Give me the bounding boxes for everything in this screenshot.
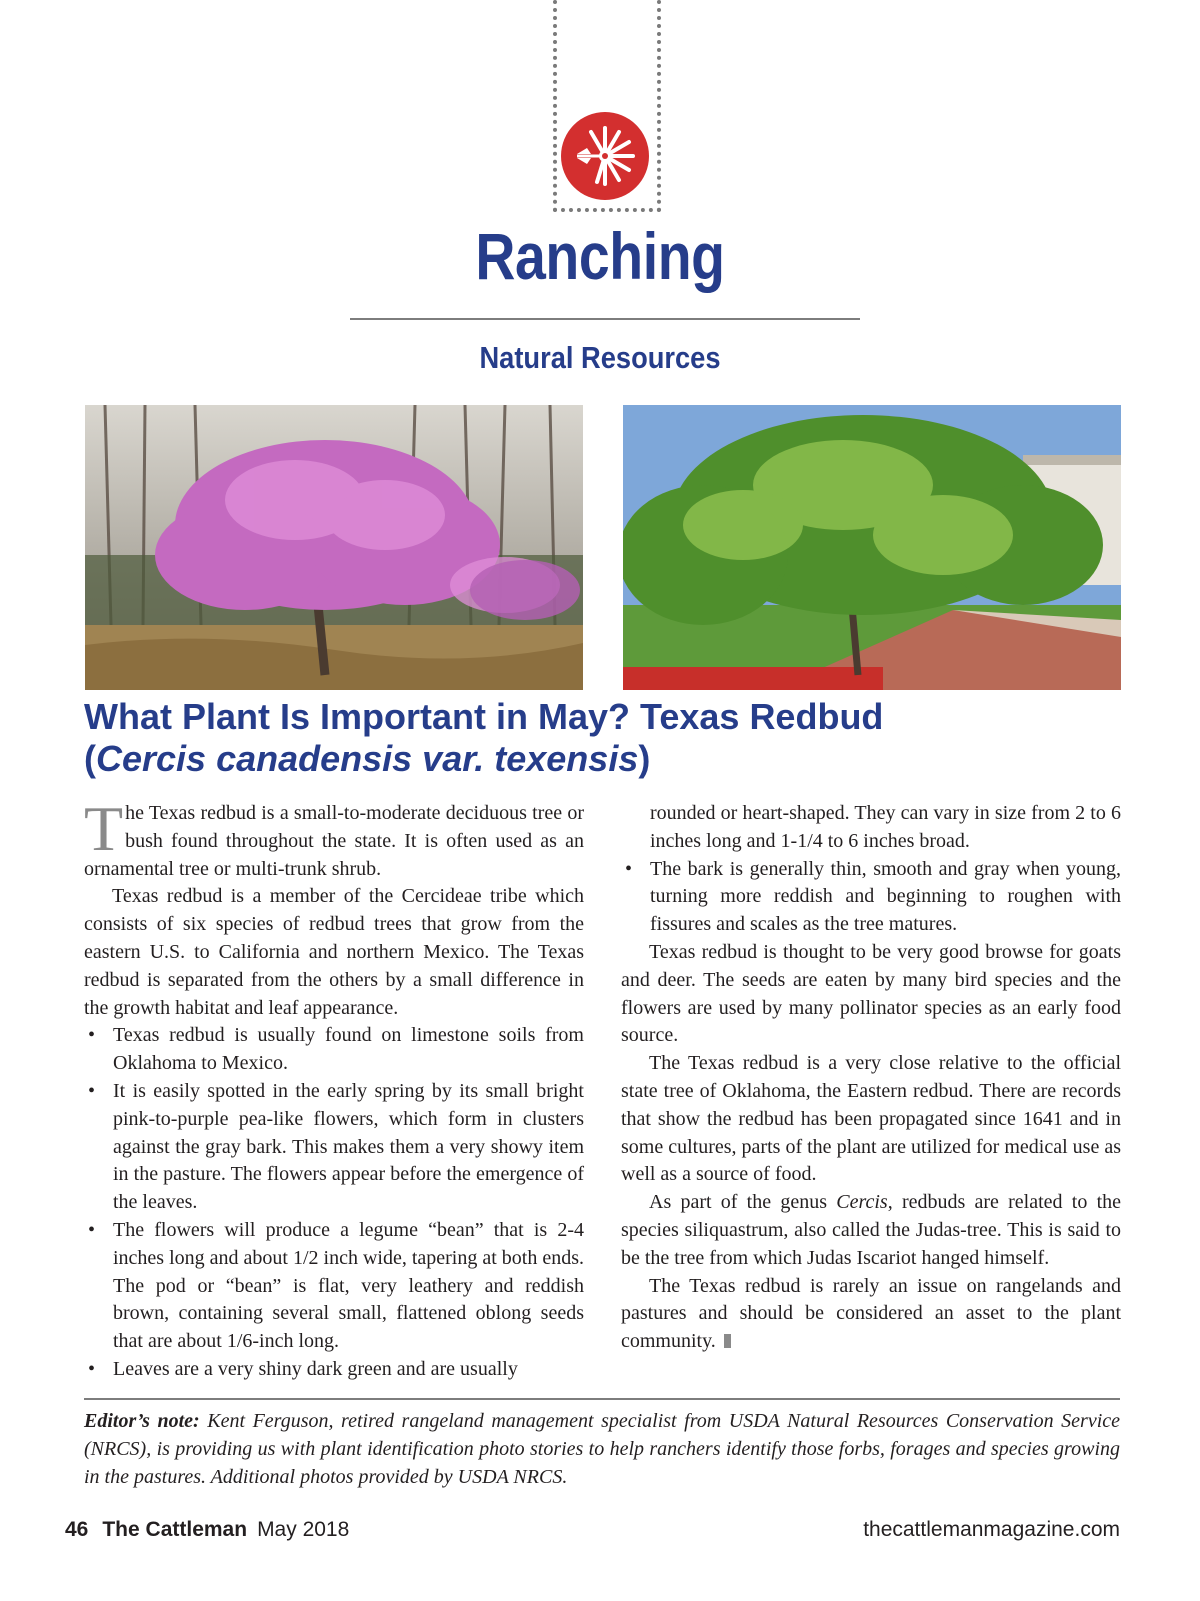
headline-line2 xyxy=(84,738,1134,780)
list-item-continuation: rounded or heart-shaped. They can vary in size from 2 to 6 inches long and 1-1/4 to 6 inches broad. xyxy=(650,802,1121,852)
paragraph-relative: The Texas redbud is a very close relative to the official state tree of Oklahoma, the Eastern redbud. There are records that show the redbud has been propagated since 1641 and in some cultures, parts of the plant are utilized for medical use as well as a source of food. xyxy=(621,1052,1121,1186)
photo-redbud-in-bloom xyxy=(85,405,583,690)
list-item: • The bark is generally thin, smooth and gray when young, turning more reddish and beginning to roughen with fissures and scales as the tree matures. xyxy=(621,856,1121,939)
genus-text-a: As part of the genus xyxy=(649,1191,837,1214)
headline-paren-open: ( xyxy=(84,738,96,779)
article-column-right xyxy=(621,800,1121,1356)
issue-date: May 2018 xyxy=(257,1518,350,1541)
paragraph-cercideae: Texas redbud is a member of the Cercideae tribe which consists of six species of redbud trees that grow from the eastern U.S. to California and northern Mexico. The Texas redbud is separated from the others by a small difference in the growth habitat and leaf appearance. xyxy=(84,885,584,1019)
windmill-icon xyxy=(561,112,649,200)
facts-list xyxy=(84,1022,584,1383)
editors-note-divider xyxy=(84,1398,1120,1400)
list-item: • Leaves are a very shiny dark green and are usually xyxy=(84,1356,584,1384)
facts-list-continued xyxy=(621,856,1121,939)
title-divider xyxy=(350,318,860,320)
list-item: • Texas redbud is usually found on limestone soils from Oklahoma to Mexico. xyxy=(84,1022,584,1078)
headline-paren-close: ) xyxy=(638,738,651,779)
drop-cap: T xyxy=(84,793,124,864)
paragraph-browse: Texas redbud is thought to be very good browse for goats and deer. The seeds are eaten by many bird species and the flowers are used by many pollinator species as an early food source. xyxy=(621,940,1121,1047)
photo-redbud-in-leaf xyxy=(623,405,1121,690)
editors-note xyxy=(84,1407,1120,1491)
intro-paragraph xyxy=(84,793,584,883)
genus-name: Cercis xyxy=(836,1191,888,1214)
magazine-name: The Cattleman xyxy=(102,1518,248,1541)
footer-folio xyxy=(65,1518,349,1542)
end-mark-icon xyxy=(724,1334,731,1348)
paragraph-final xyxy=(621,1273,1121,1356)
dotted-frame-bottom xyxy=(553,208,661,212)
article-column-left xyxy=(84,793,585,1384)
headline-line1: What Plant Is Important in May? Texas Redbud xyxy=(84,696,884,737)
editors-note-text: Kent Ferguson, retired rangeland management specialist from USDA Natural Resources Conservation Service (NRCS), is providing us with plant identification photo stories to help ranchers identify those forbs, forages and species growing in the pastures. Additional photos provided by USDA NRCS. xyxy=(84,1410,1121,1488)
dotted-frame-left xyxy=(553,0,557,212)
website-url: thecattlemanmagazine.com xyxy=(863,1518,1120,1541)
list-item: • It is easily spotted in the early spring by its small bright pink-to-purple pea-like flowers, which form in clusters against the gray bark. This makes them a very showy item in the pasture. The flowers appear before the emergence of the leaves. xyxy=(84,1078,584,1217)
page-number: 46 xyxy=(65,1518,89,1541)
section-title: Ranching xyxy=(475,219,725,293)
list-item: • The flowers will produce a legume “bean” that is 2-4 inches long and about 1/2 inch wide, tapering at both ends. The pod or “bean” is flat, very leathery and reddish brown, containing several small, flattened oblong seeds that are about 1/6-inch long. xyxy=(84,1217,584,1356)
editors-note-label: Editor’s note: xyxy=(84,1410,200,1432)
final-text: The Texas redbud is rarely an issue on rangelands and pastures and should be considered an asset to the plant community. xyxy=(621,1274,1121,1353)
intro-text: he Texas redbud is a small-to-moderate deciduous tree or bush found throughout the state. It is often used as an ornamental tree or multi-trunk shrub. xyxy=(84,802,584,880)
dotted-frame-right xyxy=(657,0,661,212)
paragraph-genus xyxy=(621,1189,1121,1272)
headline-scientific-name: Cercis canadensis var. texensis xyxy=(96,738,639,779)
subsection-title: Natural Resources xyxy=(479,340,721,375)
genus-text-b: , redbuds are related to the species siliquastrum, also called the Judas-tree. This is said to be the tree from which Judas Iscariot hanged himself. xyxy=(621,1191,1121,1269)
article-headline xyxy=(84,696,1134,780)
